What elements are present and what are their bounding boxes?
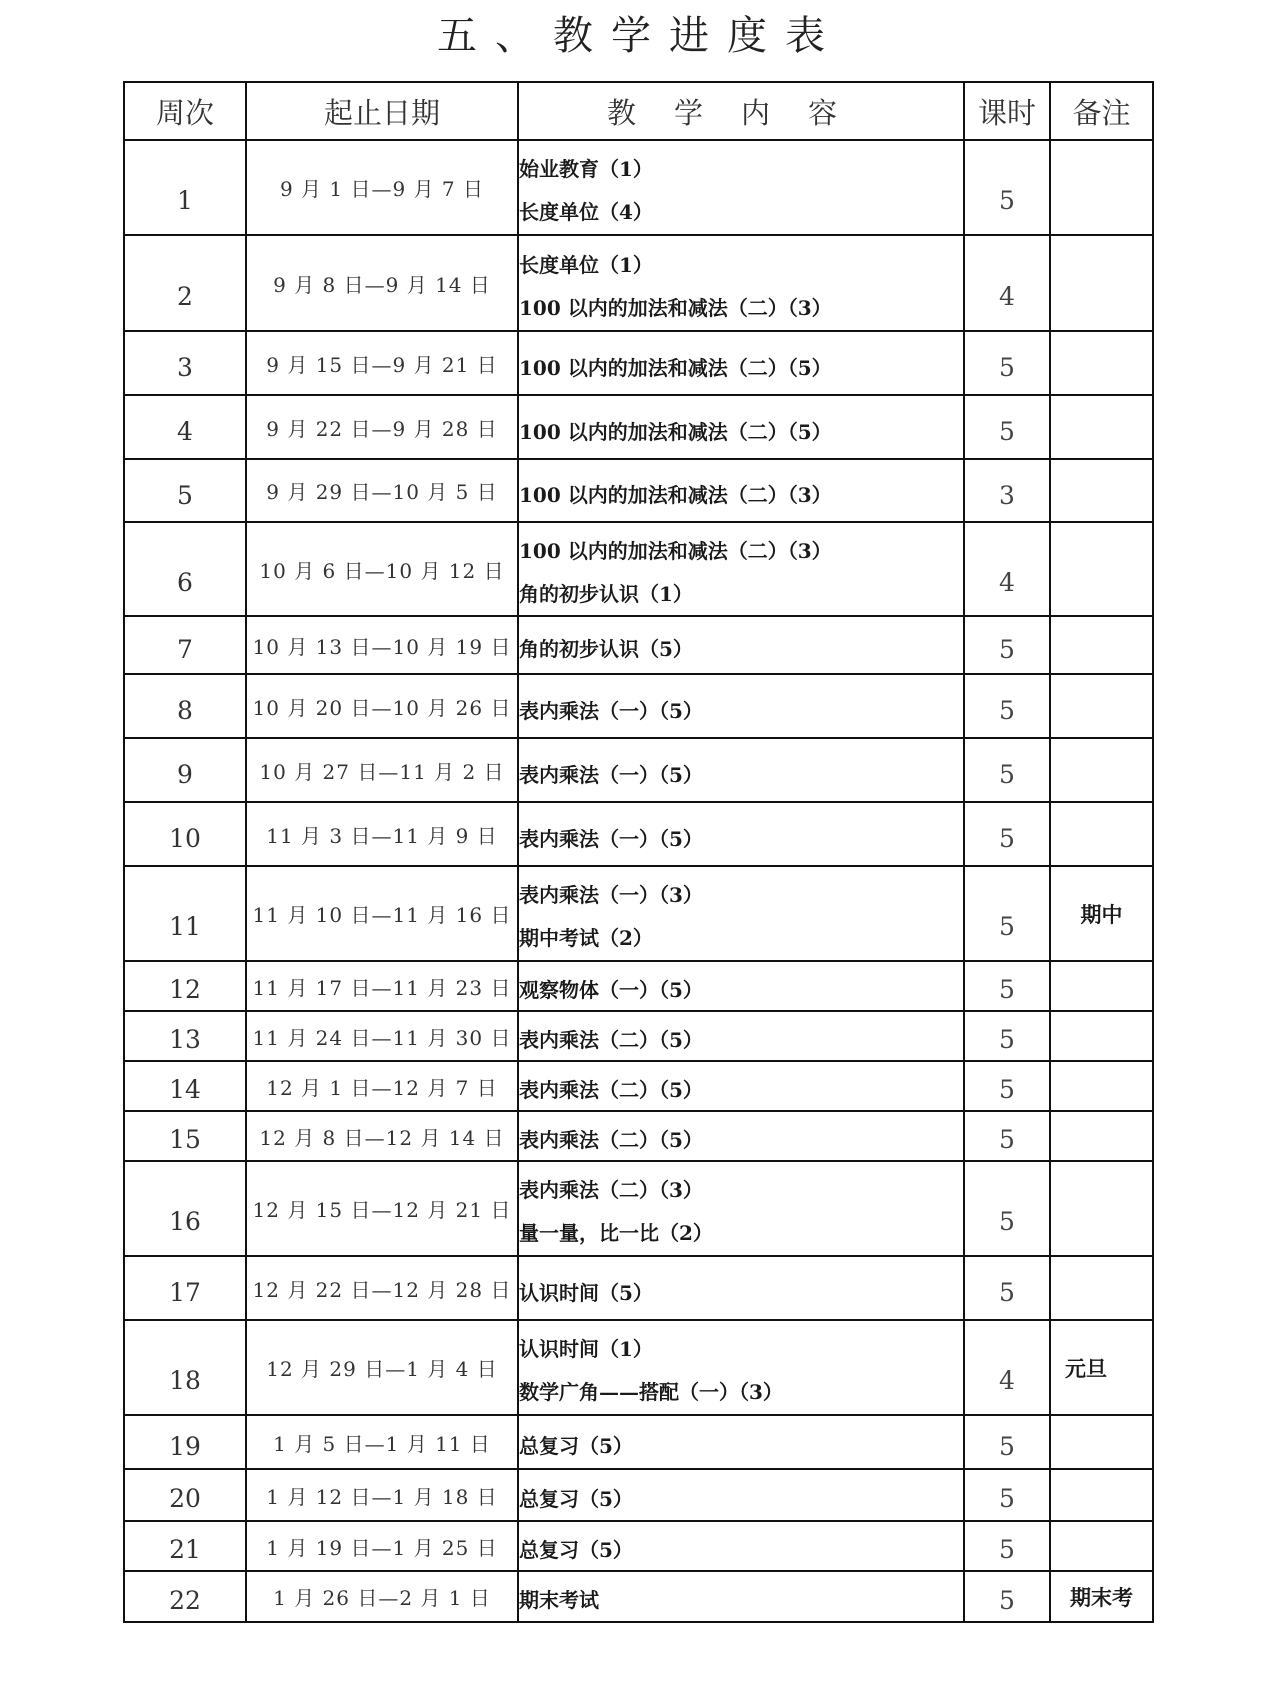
content-line: 观察物体（一）（5） <box>519 977 703 1002</box>
note-cell <box>1050 1521 1153 1571</box>
week-cell <box>124 802 246 866</box>
content-cell <box>518 961 964 1011</box>
week-cell <box>124 866 246 961</box>
content-cell <box>518 1415 964 1469</box>
week-number: 11 <box>169 912 201 941</box>
note-cell <box>1050 961 1153 1011</box>
hours-cell: 5 <box>964 674 1050 738</box>
content-line: 量一量，比一比（2） <box>519 1221 713 1245</box>
note-cell <box>1050 1161 1153 1256</box>
note-cell: 元旦 <box>1050 1320 1153 1415</box>
content-cell <box>518 235 964 331</box>
table-row <box>124 1571 1153 1622</box>
week-number: 5 <box>177 480 193 510</box>
week-cell <box>124 1415 246 1469</box>
hours-cell: 5 <box>964 1415 1050 1469</box>
week-number: 21 <box>169 1535 201 1564</box>
note-cell <box>1050 738 1153 802</box>
header-week: 周次 <box>124 82 246 140</box>
content-cell <box>518 1111 964 1161</box>
content-line: 始业教育（1） <box>519 157 653 181</box>
note-cell <box>1050 802 1153 866</box>
content-line: 100 以内的加法和减法（二）（5） <box>519 419 832 444</box>
hours-cell: 5 <box>964 1256 1050 1320</box>
note-cell <box>1050 459 1153 522</box>
date-range-cell: 11 月 10 日—11 月 16 日 <box>246 866 518 961</box>
table-row <box>124 1061 1153 1111</box>
content-cell <box>518 1011 964 1061</box>
content-line: 长度单位（1） <box>519 252 653 277</box>
content-line: 认识时间（5） <box>519 1280 653 1305</box>
week-number: 19 <box>169 1431 201 1461</box>
hours-cell: 5 <box>964 1469 1050 1521</box>
content-line: 100 以内的加法和减法（二）（5） <box>519 355 832 380</box>
content-line: 数学广角——搭配（一）（3） <box>519 1380 783 1404</box>
hours-cell: 5 <box>964 1571 1050 1622</box>
week-cell <box>124 1521 246 1571</box>
content-line: 期中考试（2） <box>519 926 653 950</box>
week-cell <box>124 1320 246 1415</box>
date-range-cell: 9 月 29 日—10 月 5 日 <box>246 459 518 522</box>
week-cell <box>124 235 246 331</box>
week-number: 12 <box>169 975 201 1004</box>
table-row <box>124 1320 1153 1415</box>
content-cell <box>518 395 964 459</box>
content-cell <box>518 140 964 235</box>
table-row <box>124 1011 1153 1061</box>
week-number: 18 <box>169 1366 201 1395</box>
date-range-cell: 10 月 6 日—10 月 12 日 <box>246 522 518 616</box>
week-number: 14 <box>169 1075 201 1104</box>
content-cell <box>518 616 964 674</box>
table-row <box>124 802 1153 866</box>
schedule-body <box>124 140 1153 1622</box>
header-dates: 起止日期 <box>246 82 518 140</box>
note-cell <box>1050 1011 1153 1061</box>
note-cell <box>1050 616 1153 674</box>
date-range-cell: 12 月 29 日—1 月 4 日 <box>246 1320 518 1415</box>
date-range-cell: 9 月 22 日—9 月 28 日 <box>246 395 518 459</box>
content-line: 100 以内的加法和减法（二）（3） <box>519 483 832 507</box>
date-range-cell: 12 月 22 日—12 月 28 日 <box>246 1256 518 1320</box>
hours-cell: 5 <box>964 616 1050 674</box>
content-line: 表内乘法（一）（5） <box>519 698 703 723</box>
week-number: 2 <box>177 281 193 311</box>
content-cell <box>518 1571 964 1622</box>
table-row <box>124 1415 1153 1469</box>
date-range-cell: 12 月 8 日—12 月 14 日 <box>246 1111 518 1161</box>
week-cell <box>124 738 246 802</box>
date-range-cell: 11 月 24 日—11 月 30 日 <box>246 1011 518 1061</box>
content-line: 表内乘法（一）（3） <box>519 883 703 907</box>
content-line: 表内乘法（二）（5） <box>519 1027 703 1052</box>
content-cell <box>518 1061 964 1111</box>
hours-cell: 5 <box>964 802 1050 866</box>
table-row <box>124 395 1153 459</box>
week-number: 22 <box>169 1585 201 1615</box>
table-row <box>124 738 1153 802</box>
table-row <box>124 1111 1153 1161</box>
content-line: 表内乘法（二）（3） <box>519 1178 703 1202</box>
content-cell <box>518 674 964 738</box>
table-row <box>124 459 1153 522</box>
date-range-cell: 11 月 3 日—11 月 9 日 <box>246 802 518 866</box>
date-range-cell: 10 月 27 日—11 月 2 日 <box>246 738 518 802</box>
hours-cell: 5 <box>964 1011 1050 1061</box>
note-cell <box>1050 674 1153 738</box>
date-range-cell: 1 月 26 日—2 月 1 日 <box>246 1571 518 1622</box>
note-cell <box>1050 1469 1153 1521</box>
content-cell <box>518 331 964 395</box>
week-number: 20 <box>169 1484 201 1513</box>
page-title: 五、教学进度表 <box>437 13 843 59</box>
hours-cell: 5 <box>964 1061 1050 1111</box>
header-notes: 备注 <box>1050 82 1153 140</box>
hours-cell: 5 <box>964 866 1050 961</box>
hours-cell: 4 <box>964 235 1050 331</box>
hours-cell: 4 <box>964 522 1050 616</box>
week-number: 16 <box>169 1207 201 1236</box>
content-line: 认识时间（1） <box>519 1337 653 1361</box>
date-range-cell: 9 月 15 日—9 月 21 日 <box>246 331 518 395</box>
note-cell <box>1050 395 1153 459</box>
content-line: 表内乘法（二）（5） <box>519 1077 703 1102</box>
table-row <box>124 674 1153 738</box>
week-number: 15 <box>169 1125 201 1154</box>
week-cell <box>124 1061 246 1111</box>
content-line: 表内乘法（一）（5） <box>519 826 703 851</box>
date-range-cell: 1 月 19 日—1 月 25 日 <box>246 1521 518 1571</box>
week-cell <box>124 674 246 738</box>
week-number: 17 <box>169 1278 201 1307</box>
hours-cell: 5 <box>964 1111 1050 1161</box>
date-range-cell: 1 月 12 日—1 月 18 日 <box>246 1469 518 1521</box>
table-row <box>124 866 1153 961</box>
date-range-cell: 10 月 13 日—10 月 19 日 <box>246 616 518 674</box>
week-cell <box>124 961 246 1011</box>
date-range-cell: 12 月 15 日—12 月 21 日 <box>246 1161 518 1256</box>
content-line: 总复习（5） <box>519 1434 633 1458</box>
hours-cell: 5 <box>964 395 1050 459</box>
table-row <box>124 140 1153 235</box>
table-row <box>124 235 1153 331</box>
week-cell <box>124 522 246 616</box>
hours-cell: 5 <box>964 1161 1050 1256</box>
table-row <box>124 961 1153 1011</box>
week-cell <box>124 1256 246 1320</box>
note-cell: 期中 <box>1050 866 1153 961</box>
week-number: 9 <box>177 760 193 789</box>
note-cell <box>1050 1061 1153 1111</box>
note-cell <box>1050 1111 1153 1161</box>
hours-cell: 4 <box>964 1320 1050 1415</box>
content-line: 总复习（5） <box>519 1486 633 1511</box>
content-cell <box>518 1161 964 1256</box>
hours-cell: 5 <box>964 961 1050 1011</box>
hours-cell: 5 <box>964 1521 1050 1571</box>
header-hours: 课时 <box>964 82 1050 140</box>
note-cell <box>1050 140 1153 235</box>
content-line: 表内乘法（一）（5） <box>519 762 703 787</box>
week-number: 6 <box>177 567 193 597</box>
hours-cell: 5 <box>964 140 1050 235</box>
week-number: 8 <box>177 696 193 725</box>
content-cell <box>518 738 964 802</box>
date-range-cell: 9 月 1 日—9 月 7 日 <box>246 140 518 235</box>
note-cell <box>1050 1256 1153 1320</box>
hours-cell: 5 <box>964 331 1050 395</box>
content-cell <box>518 1521 964 1571</box>
week-cell <box>124 395 246 459</box>
content-cell <box>518 459 964 522</box>
week-cell <box>124 616 246 674</box>
note-cell <box>1050 1415 1153 1469</box>
content-line: 总复习（5） <box>519 1537 633 1562</box>
week-number: 7 <box>177 634 193 664</box>
date-range-cell: 1 月 5 日—1 月 11 日 <box>246 1415 518 1469</box>
content-line: 表内乘法（二）（5） <box>519 1127 703 1152</box>
table-row <box>124 331 1153 395</box>
content-line: 长度单位（4） <box>519 200 653 224</box>
week-cell <box>124 1571 246 1622</box>
content-line: 期末考试 <box>519 1588 599 1612</box>
content-cell <box>518 1320 964 1415</box>
hours-cell: 5 <box>964 738 1050 802</box>
content-cell <box>518 802 964 866</box>
note-cell <box>1050 522 1153 616</box>
week-cell <box>124 140 246 235</box>
week-number: 3 <box>177 353 193 382</box>
note-cell: 期末考 <box>1050 1571 1153 1622</box>
table-row <box>124 1256 1153 1320</box>
schedule-table <box>123 81 1154 1623</box>
content-line: 100 以内的加法和减法（二）（3） <box>519 295 832 320</box>
week-cell <box>124 1161 246 1256</box>
table-row <box>124 1469 1153 1521</box>
table-row <box>124 1521 1153 1571</box>
table-row <box>124 522 1153 616</box>
content-cell <box>518 1469 964 1521</box>
week-cell <box>124 1469 246 1521</box>
content-cell <box>518 522 964 616</box>
table-row <box>124 1161 1153 1256</box>
table-row <box>124 616 1153 674</box>
week-cell <box>124 459 246 522</box>
content-line: 角的初步认识（1） <box>519 581 693 606</box>
date-range-cell: 11 月 17 日—11 月 23 日 <box>246 961 518 1011</box>
content-cell <box>518 1256 964 1320</box>
date-range-cell: 12 月 1 日—12 月 7 日 <box>246 1061 518 1111</box>
note-cell <box>1050 235 1153 331</box>
header-row <box>124 82 1153 140</box>
content-line: 角的初步认识（5） <box>519 637 693 661</box>
date-range-cell: 10 月 20 日—10 月 26 日 <box>246 674 518 738</box>
date-range-cell: 9 月 8 日—9 月 14 日 <box>246 235 518 331</box>
note-cell <box>1050 331 1153 395</box>
content-cell <box>518 866 964 961</box>
week-number: 10 <box>169 824 201 853</box>
week-cell <box>124 1111 246 1161</box>
week-cell <box>124 331 246 395</box>
content-line: 100 以内的加法和减法（二）（3） <box>519 538 832 563</box>
week-number: 13 <box>169 1025 201 1054</box>
header-content: 教学内容 <box>518 82 964 140</box>
week-number: 1 <box>177 186 193 215</box>
week-cell <box>124 1011 246 1061</box>
week-number: 4 <box>177 417 193 446</box>
hours-cell: 3 <box>964 459 1050 522</box>
